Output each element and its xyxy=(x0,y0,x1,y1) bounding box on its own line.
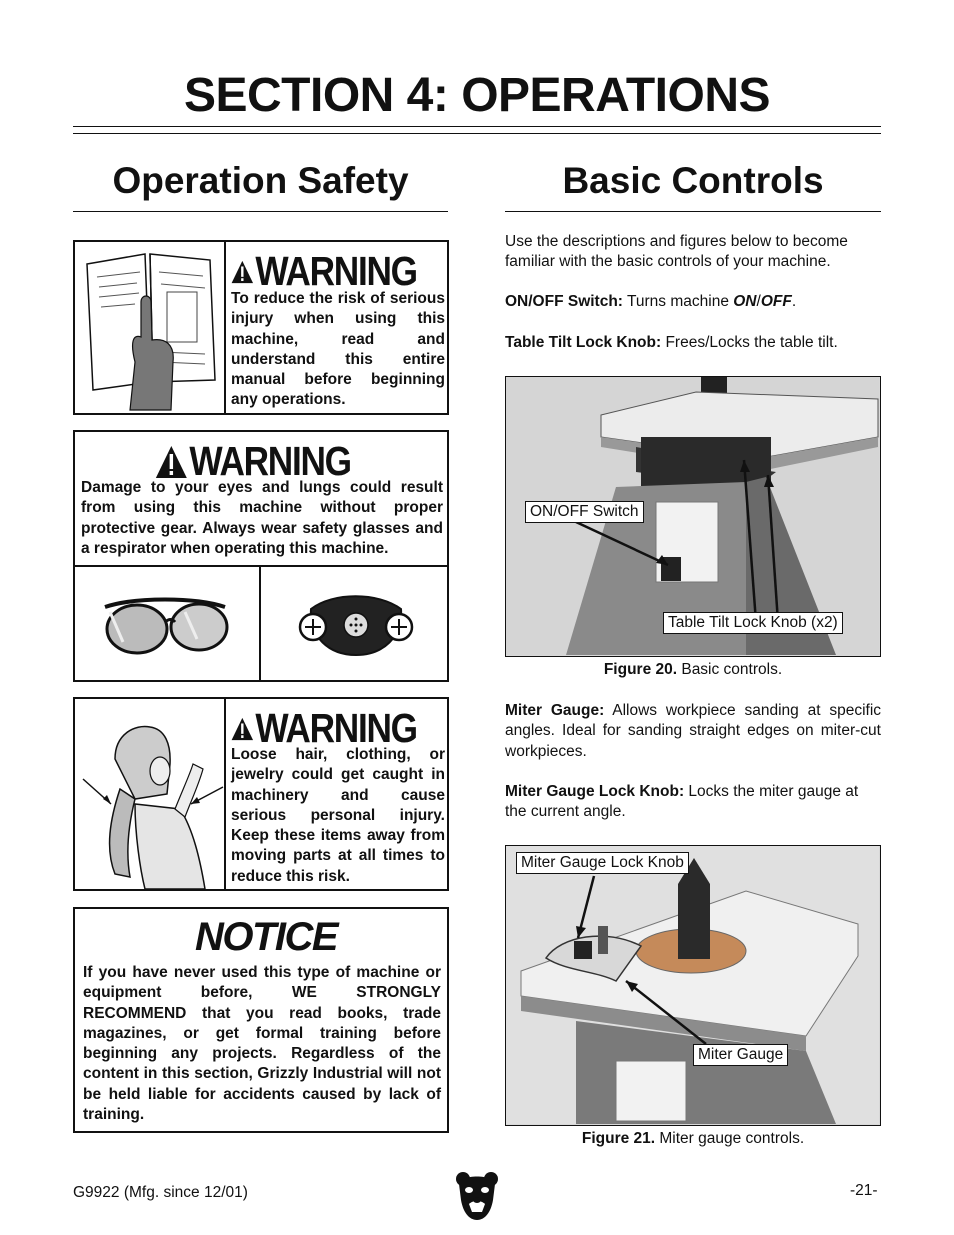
tilt-description: Table Tilt Lock Knob: Frees/Locks the table tilt. xyxy=(505,334,838,351)
warning2-text: Damage to your eyes and lungs could result from using this machine without proper protective gear. Always wear safety glasses and a respirator when operating this machine. xyxy=(81,479,443,557)
title-rule-top xyxy=(73,126,881,127)
warning-loose-hair-box xyxy=(73,697,449,891)
figure-21-photo xyxy=(505,845,881,1126)
warning1-header xyxy=(231,248,417,295)
warning1-label: WARNING xyxy=(255,248,417,294)
miter-gauge-description: Miter Gauge: Allows workpiece sanding at specific angles. Ideal for sanding straight edges on miter-cut workpieces. xyxy=(505,702,882,760)
operation-safety-heading: Operation Safety xyxy=(112,160,409,201)
manual-reading-illustration xyxy=(75,242,226,413)
section-title: SECTION 4: OPERATIONS xyxy=(183,69,770,122)
left-heading-rule xyxy=(73,211,448,212)
warning3-text: Loose hair, clothing, or jewelry could get caught in machinery and cause serious personal injury. Keep these items away from moving parts at all times to reduce this risk. xyxy=(231,746,445,885)
warning-triangle-icon xyxy=(231,712,254,746)
loose-hair-illustration xyxy=(75,699,226,889)
basic-controls-heading: Basic Controls xyxy=(562,160,824,201)
grizzly-bear-logo-icon xyxy=(455,1170,499,1222)
title-rule-bottom xyxy=(73,133,881,134)
intro-text: Use the descriptions and figures below to become familiar with the basic controls of your machine. xyxy=(505,233,848,271)
callout-miter-gauge-lock-knob: Miter Gauge Lock Knob xyxy=(516,852,689,874)
safety-glasses-illustration xyxy=(75,567,261,680)
callout-table-tilt-knob: Table Tilt Lock Knob (x2) xyxy=(663,612,843,634)
notice-label: NOTICE xyxy=(195,915,338,959)
notice-text: If you have never used this type of machine or equipment before, WE STRONGLY RECOMMEND that you read books, trade magazines, or get formal training before beginning any projects. Regardless of the content in this section, Grizzly Industrial will not be held liable for accidents caused by lack of training. xyxy=(83,964,441,1124)
warning3-label: WARNING xyxy=(255,705,417,751)
figure-21-caption: Figure 21. Miter gauge controls. xyxy=(581,1130,805,1147)
footer-model: G9922 (Mfg. since 12/01) xyxy=(73,1184,248,1201)
warning-triangle-icon xyxy=(231,255,254,289)
warning2-label: WARNING xyxy=(189,438,351,484)
figure-20-photo xyxy=(505,376,881,657)
page-number: -21- xyxy=(850,1182,878,1199)
warning1-text: To reduce the risk of serious injury when using this machine, read and understand this entire manual before beginning any operations. xyxy=(231,290,445,409)
warning-protective-gear-box xyxy=(73,430,449,682)
warning-manual-box xyxy=(73,240,449,415)
warning-triangle-icon xyxy=(155,445,188,479)
onoff-description: ON/OFF Switch: Turns machine ON/OFF. xyxy=(505,293,797,310)
callout-onoff-switch: ON/OFF Switch xyxy=(525,501,644,523)
miter-lock-description: Miter Gauge Lock Knob: Locks the miter gauge at the current angle. xyxy=(505,783,859,821)
respirator-illustration xyxy=(263,567,447,680)
figure-20-caption: Figure 20. Basic controls. xyxy=(603,661,783,678)
right-heading-rule xyxy=(505,211,881,212)
notice-box xyxy=(73,907,449,1133)
callout-miter-gauge: Miter Gauge xyxy=(693,1044,788,1066)
